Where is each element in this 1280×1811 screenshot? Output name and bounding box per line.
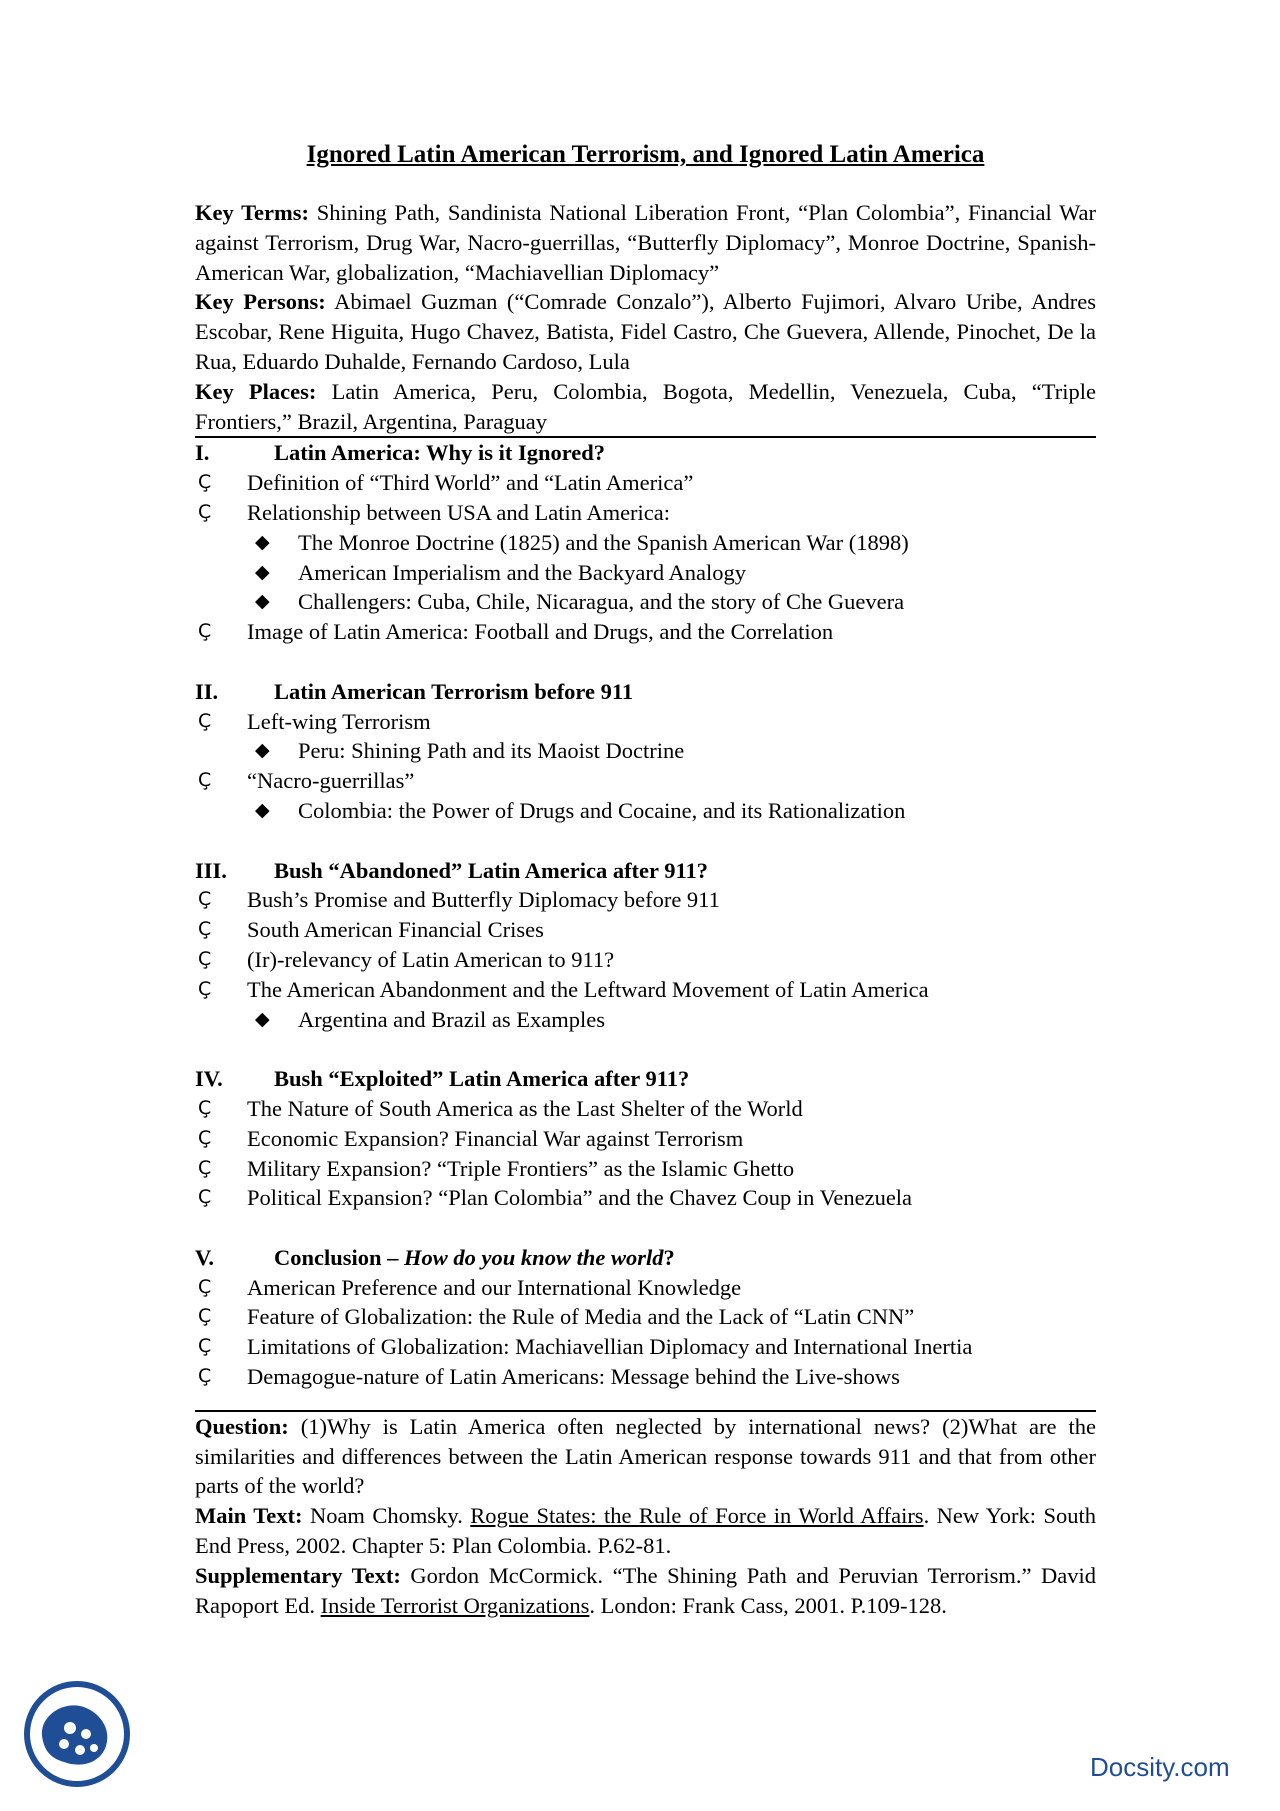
section-title: Latin American Terrorism before 911 <box>274 678 634 704</box>
outline-item <box>195 617 1096 647</box>
key-places-paragraph <box>195 377 1096 437</box>
diamond-bullet-icon: ◆ <box>255 590 270 613</box>
section-spacer <box>195 1034 1096 1064</box>
bullet-icon: Ç <box>198 918 212 941</box>
outline-item <box>195 1183 1096 1213</box>
outline-item-text: Left-wing Terrorism <box>247 708 431 734</box>
conclusion-items <box>195 1273 1096 1392</box>
section-heading <box>195 677 1096 707</box>
section-number: V. <box>195 1244 214 1270</box>
bullet-icon: Ç <box>198 1365 212 1388</box>
outline-section <box>195 1064 1096 1213</box>
outline-sections <box>195 438 1096 1243</box>
key-places-label: Key Places: <box>195 378 317 404</box>
diamond-bullet-icon: ◆ <box>255 798 270 821</box>
question-label: Question: <box>195 1413 289 1439</box>
diamond-bullet-icon: ◆ <box>255 739 270 762</box>
outline-item <box>195 1273 1096 1303</box>
outline-item-text: South American Financial Crises <box>247 917 544 943</box>
bullet-icon: Ç <box>198 620 212 643</box>
outline-item <box>195 468 1096 498</box>
outline-item <box>195 1332 1096 1362</box>
outline-item <box>195 1302 1096 1332</box>
outline-item-text: Military Expansion? “Triple Frontiers” as the Islamic Ghetto <box>247 1155 795 1181</box>
outline-item-text: Image of Latin America: Football and Drugs, and the Correlation <box>247 619 834 645</box>
bullet-icon: Ç <box>198 1305 212 1328</box>
outline-item <box>195 1362 1096 1392</box>
section-heading <box>195 438 1096 468</box>
bullet-icon: Ç <box>198 1156 212 1179</box>
outline-section <box>195 438 1096 647</box>
supplementary-book-title: Inside Terrorist Organizations <box>320 1592 590 1618</box>
bullet-icon: Ç <box>198 1126 212 1149</box>
outline-item <box>195 1124 1096 1154</box>
section-title: Conclusion – How do you know the world? <box>274 1244 675 1270</box>
diamond-bullet-icon: ◆ <box>255 560 270 583</box>
outline-item-text: Limitations of Globalization: Machiavellian Diplomacy and International Inertia <box>247 1334 973 1360</box>
bullet-icon: Ç <box>198 977 212 1000</box>
section-number: III. <box>195 857 227 883</box>
bullet-icon: Ç <box>198 709 212 732</box>
section-heading <box>195 1064 1096 1094</box>
bullet-icon: Ç <box>198 947 212 970</box>
section-number: I. <box>195 440 210 466</box>
key-places-text: Latin America, Peru, Colombia, Bogota, Medellin, Venezuela, Cuba, “Triple Frontiers,” Brazil, Argentina, Paraguay <box>195 378 1096 434</box>
outline-item-text: American Preference and our International Knowledge <box>247 1274 742 1300</box>
outline-item-text: Economic Expansion? Financial War against Terrorism <box>247 1125 744 1151</box>
bullet-icon: Ç <box>198 1186 212 1209</box>
main-text-book-title: Rogue States: the Rule of Force in World Affairs <box>470 1503 924 1529</box>
outline-item-text: “Nacro-guerrillas” <box>247 768 415 794</box>
supplementary-text-label: Supplementary Text: <box>195 1562 401 1588</box>
bullet-icon: Ç <box>198 1275 212 1298</box>
outline-subitem-text: Peru: Shining Path and its Maoist Doctrine <box>298 738 685 764</box>
outline-item-text: Definition of “Third World” and “Latin America” <box>247 470 694 496</box>
bullet-icon: Ç <box>198 471 212 494</box>
question-paragraph <box>195 1412 1096 1501</box>
section-heading <box>195 1243 1096 1273</box>
outline-subitem-text: Colombia: the Power of Drugs and Cocaine, and its Rationalization <box>298 797 906 823</box>
section-title-italic: How do you know the world <box>404 1244 664 1270</box>
outline-subitem <box>195 796 1096 826</box>
outline-subitem <box>195 736 1096 766</box>
section-heading <box>195 856 1096 886</box>
outline-section <box>195 677 1096 826</box>
bullet-icon: Ç <box>198 1335 212 1358</box>
diamond-bullet-icon: ◆ <box>255 1007 270 1030</box>
key-terms-text: Shining Path, Sandinista National Liberation Front, “Plan Colombia”, Financial War against Terrorism, Drug War, Nacro-guerrillas, “Butterfly Diplomacy”, Monroe Doctrine, Spanish-American War, globalization, “Machiavellian Diplomacy” <box>195 200 1096 285</box>
outline-subitem-text: Challengers: Cuba, Chile, Nicaragua, and the story of Che Guevera <box>298 589 905 615</box>
outline-item <box>195 915 1096 945</box>
question-text: (1)Why is Latin America often neglected by international news? (2)What are the similarities and differences between the Latin American response towards 911 and that from other parts of the world? <box>195 1413 1096 1499</box>
outline-item <box>195 1094 1096 1124</box>
outline-item-text: Relationship between USA and Latin America: <box>247 499 671 525</box>
section-spacer <box>195 1213 1096 1243</box>
document-page <box>195 140 1096 1620</box>
key-terms-paragraph <box>195 198 1096 287</box>
outline-subitem <box>195 1005 1096 1035</box>
main-text-label: Main Text: <box>195 1503 303 1529</box>
outline-subitem-text: American Imperialism and the Backyard Analogy <box>298 559 746 585</box>
key-persons-paragraph <box>195 287 1096 376</box>
outline-subitem-text: The Monroe Doctrine (1825) and the Spanish American War (1898) <box>298 529 909 555</box>
outline-item <box>195 975 1096 1005</box>
key-persons-text: Abimael Guzman (“Comrade Conzalo”), Alberto Fujimori, Alvaro Uribe, Andres Escobar, Rene Higuita, Hugo Chavez, Batista, Fidel Castro, Che Guevera, Allende, Pinochet, De la Rua, Eduardo Duhalde, Fernando Cardoso, Lula <box>195 289 1096 374</box>
docsity-logo-icon <box>20 1680 135 1788</box>
outline-subitem-text: Argentina and Brazil as Examples <box>298 1006 605 1032</box>
bullet-icon: Ç <box>198 888 212 911</box>
bullet-icon: Ç <box>198 1096 212 1119</box>
docsity-watermark[interactable]: Docsity.com <box>1090 1752 1230 1782</box>
outline-item-text: Demagogue-nature of Latin Americans: Message behind the Live-shows <box>247 1364 900 1390</box>
outline-section <box>195 856 1096 1035</box>
section-spacer <box>195 826 1096 856</box>
section-title: Latin America: Why is it Ignored? <box>274 440 606 466</box>
outline-item-text: Political Expansion? “Plan Colombia” and the Chavez Coup in Venezuela <box>247 1185 913 1211</box>
outline-item-text: The Nature of South America as the Last Shelter of the World <box>247 1095 803 1121</box>
outline-item-text: The American Abandonment and the Leftward Movement of Latin America <box>247 976 929 1002</box>
outline-item <box>195 766 1096 796</box>
outline-item <box>195 707 1096 737</box>
diamond-bullet-icon: ◆ <box>255 530 270 553</box>
section-number: IV. <box>195 1066 223 1092</box>
supplementary-text-paragraph: Supplementary Text: Gordon McCormick. “The Shining Path and Peruvian Terrorism.” David Rapoport Ed. Inside Terrorist Organizations. London: Frank Cass, 2001. P.109-128. <box>195 1562 1097 1618</box>
outline-item-text: Bush’s Promise and Butterfly Diplomacy before 911 <box>247 887 720 913</box>
key-terms-label: Key Terms: <box>195 200 309 225</box>
document-title: Ignored Latin American Terrorism, and Ignored Latin America <box>306 141 985 168</box>
outline-subitem <box>195 587 1096 617</box>
outline-item <box>195 885 1096 915</box>
bullet-icon: Ç <box>198 500 212 523</box>
section-title: Bush “Abandoned” Latin America after 911? <box>274 857 709 883</box>
section-title: Bush “Exploited” Latin America after 911? <box>274 1066 690 1092</box>
section-conclusion <box>195 1243 1096 1392</box>
outline-item-text: (Ir)-relevancy of Latin American to 911? <box>247 946 615 972</box>
outline-item <box>195 1154 1096 1184</box>
key-persons-label: Key Persons: <box>195 289 326 315</box>
outline-subitem <box>195 558 1096 588</box>
section-number: II. <box>195 678 219 704</box>
bullet-icon: Ç <box>198 769 212 792</box>
section-spacer <box>195 647 1096 677</box>
outline-subitem <box>195 528 1096 558</box>
outline-item <box>195 945 1096 975</box>
outline-item-text: Feature of Globalization: the Rule of Media and the Lack of “Latin CNN” <box>247 1304 915 1330</box>
outline-item <box>195 498 1096 528</box>
main-text-paragraph: Main Text: Noam Chomsky. Rogue States: the Rule of Force in World Affairs. New York: South End Press, 2002. Chapter 5: Plan Colombia. P.62-81. <box>195 1503 1097 1559</box>
